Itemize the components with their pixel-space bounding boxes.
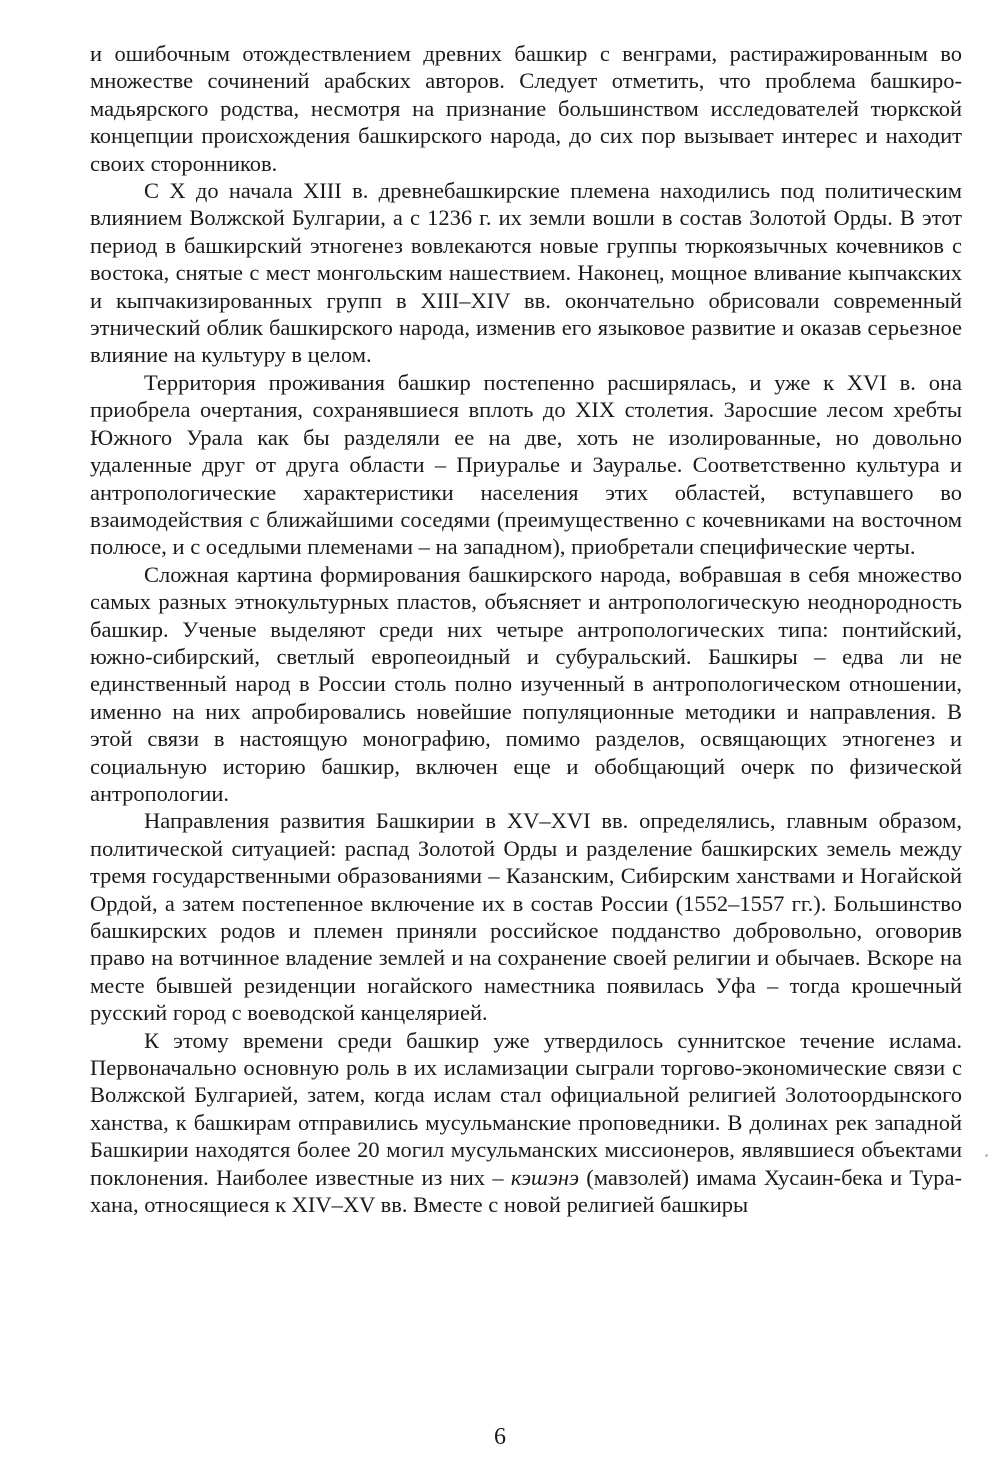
italic-term: кэшэнэ [510, 1164, 580, 1190]
paragraph-1-text: и ошибочным отождествлением древних башкир с венграми, растиражированным во множестве сочинений арабских авторов. Следует отметить, что проблема башкиро-мадьярского родства, несмотря на признание большинством исследователей тюркской концепции происхождения башкирского народа, до сих пор вызывает интерес и находит своих сторонников. [90, 41, 962, 176]
paragraph-2 [90, 177, 962, 369]
margin-speck [985, 1154, 988, 1157]
paragraph-6-text-start: К этому времени среди башкир уже утвердилось суннитское течение ислама. Первоначально основную роль в их исламизации сыграли торгово-экономические связи с Волжской Булгарией, затем, когда ислам стал официальной религией Золотоордынского ханства, к башкирам отправились мусульманские проповедники. В долинах рек западной Башкирии находятся более 20 могил мусульманских миссионеров, являвшиеся объектами поклонения. Наиболее известные из них – [90, 1027, 962, 1190]
body-text [90, 40, 962, 1218]
page-number: 6 [494, 1424, 506, 1450]
paragraph-4-text: Сложная картина формирования башкирского народа, вобравшая в себя множество самых разных этнокультурных пластов, объясняет и антропологическую неоднородность башкир. Ученые выделяют среди них четыре антропологических типа: понтийский, южно-сибирский, светлый европеоидный и субуральский. Башкиры – едва ли не единственный народ в России столь полно изученный в антропологическом отношении, именно на них апробировались новейшие популяционные методики и направления. В этой связи в настоящую монографию, помимо разделов, освящающих этногенез и социальную историю башкир, включен еще и обобщающий очерк по физической антропологии. [90, 561, 962, 806]
paragraph-5-text: Направления развития Башкирии в XV–XVI вв. определялись, главным образом, политической ситуацией: распад Золотой Орды и разделение башкирских земель между тремя государственными образованиями – Казанским, Сибирским ханствами и Ногайской Ордой, а затем постепенное включение их в состав России (1552–1557 гг.). Большинство башкирских родов и племен приняли российское подданство добровольно, оговорив право на вотчинное владение землей и на сохранение своей религии и обычаев. Вскоре на месте бывшей резиденции ногайского наместника появилась Уфа – тогда крошечный русский город с воеводской канцелярией. [90, 808, 962, 1026]
paragraph-3 [90, 369, 962, 561]
paragraph-6-text-end: (мавзолей) имама Хусаин-бека и Тура-хана, относящиеся к XIV–XV вв. Вместе с новой религией башкиры [90, 1164, 963, 1218]
paragraph-4 [90, 561, 962, 808]
paragraph-6 [90, 1027, 962, 1219]
paragraph-3-text: Территория проживания башкир постепенно расширялась, и уже к XVI в. она приобрела очертания, сохранявшиеся вплоть до XIX столетия. Заросшие лесом хребты Южного Урала как бы разделяли ее на две, хоть не изолированные, но довольно удаленные друг от друга области – Приуралье и Зауралье. Соответственно культура и антропологические характеристики населения этих областей, вступавшего во взаимодействия с ближайшими соседями (преимущественно с кочевниками на восточном полюсе, и с оседлыми племенами – на западном), приобретали специфические черты. [90, 369, 962, 560]
paragraph-1 [90, 40, 962, 177]
paragraph-5 [90, 807, 962, 1026]
paragraph-2-text: С X до начала XIII в. древнебашкирские племена находились под политическим влиянием Волжской Булгарии, а с 1236 г. их земли вошли в состав Золотой Орды. В этот период в башкирский этногенез вовлекаются новые группы тюркоязычных кочевников с востока, снятые с мест монгольским нашествием. Наконец, мощное вливание кыпчакских и кыпчакизированных групп в XIII–XIV вв. окончательно обрисовали современный этнический облик башкирского народа, изменив его языковое развитие и оказав серьезное влияние на культуру в целом. [90, 178, 962, 368]
